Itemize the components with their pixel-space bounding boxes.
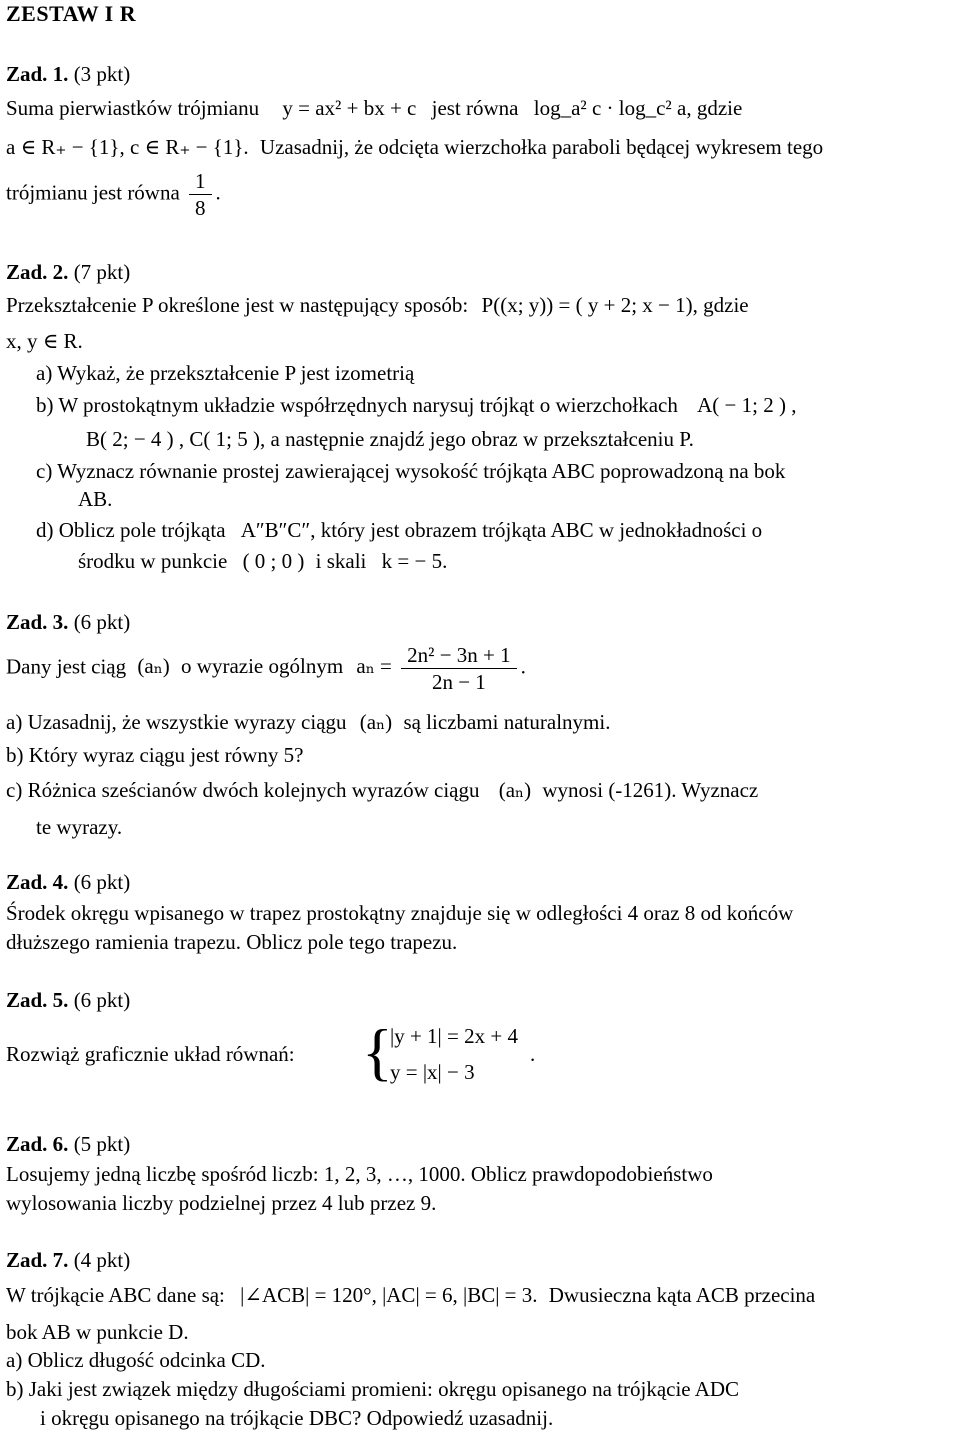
sequence-symbol-c: (aₙ) [498,778,532,802]
task-7-label: Zad. 7. [6,1248,69,1272]
task-1-points: (3 pkt) [73,62,131,86]
task-5-label: Zad. 5. [6,988,69,1012]
log-expression: log_a² c · log_c² a [533,96,687,120]
fraction-denominator: 8 [195,196,206,220]
scale-value: k = − 5. [381,549,448,573]
general-term-fraction [401,642,516,695]
task-7-part-b-line-2: i okręgu opisanego na trójkącie DBC? Odpowiedź uzasadnij. [40,1406,554,1430]
task-7-points: (4 pkt) [73,1248,131,1272]
task-3-end: . [520,654,526,679]
task-2-part-b-line-2 [86,425,694,453]
task-5-text: Rozwiąż graficznie układ równań: [6,1042,295,1066]
task-2-part-b-text: b) W prostokątnym układzie współrzędnych narysuj trójkąt o wierzchołkach [36,393,678,417]
task-2-line-1 [6,291,749,319]
task-3-part-a [6,708,610,736]
task-2-part-a: a) Wykaż, że przekształcenie P jest izometrią [36,361,415,385]
task-7-part-b-line-1: b) Jaki jest związek między długościami promieni: okręgu opisanego na trójkącie ADC [6,1377,740,1401]
task-6-label: Zad. 6. [6,1132,69,1156]
task-2-domain: x, y ∈ R. [6,329,83,353]
task-2-part-d-text: d) Oblicz pole trójkąta [36,518,226,542]
task-7-header [6,1246,130,1274]
transformation-formula: P((x; y)) = ( y + 2; x − 1) [481,293,693,317]
task-1-line-1 [6,94,956,122]
task-4-line-2: dłuższego ramienia trapezu. Oblicz pole tego trapezu. [6,930,458,954]
fraction-one-eighth [189,168,212,221]
task-1-line-3 [6,168,221,221]
task-1-text-d: Uzasadnij, że odcięta wierzchołka paraboli będącej wykresem tego [259,135,824,159]
task-3-line-1 [6,642,526,695]
task-3-text-b: o wyrazie ogólnym [181,654,344,679]
fraction-numerator: 1 [189,168,212,195]
domain-condition: a ∈ R₊ − {1}, c ∈ R₊ − {1}. [6,135,249,159]
triangle-data: |∠ACB| = 120°, |AC| = 6, |BC| = 3. [240,1283,538,1307]
task-2-points: (7 pkt) [73,260,131,284]
task-1-text-a: Suma pierwiastków trójmianu [6,96,260,120]
task-2-text-a: Przekształcenie P określone jest w następujący sposób: [6,293,469,317]
sequence-symbol-a: (aₙ) [359,710,393,734]
task-3-points: (6 pkt) [73,610,131,634]
task-2-part-d-line-1 [36,516,762,544]
points-b-c: B( 2; − 4 ) , C( 1; 5 ) [86,427,260,451]
task-4-points: (6 pkt) [73,870,131,894]
page-title: ZESTAW I R [6,1,137,26]
task-6-header [6,1130,130,1158]
task-2-part-c-line-2: AB. [78,487,113,511]
general-term-denominator: 2n − 1 [431,670,486,694]
task-1-text-c: , gdzie [686,96,743,120]
task-2-part-d-line-2 [78,547,447,575]
task-2-label: Zad. 2. [6,260,69,284]
task-3-part-c-line-1 [6,776,956,804]
equation-1: |y + 1| = 2x + 4 [390,1024,518,1048]
task-7-part-a: a) Oblicz długość odcinka CD. [6,1348,266,1372]
task-6-line-2: wylosowania liczby podzielnej przez 4 lub przez 9. [6,1191,437,1215]
system-brace: { [362,1016,393,1087]
task-3-part-c-line-2: te wyrazy. [36,815,123,839]
general-term-lhs: aₙ = [356,654,392,679]
task-3-part-a-end: są liczbami naturalnymi. [403,710,611,734]
center-point: ( 0 ; 0 ) [242,549,305,573]
task-1-text-e: trójmianu jest równa [6,180,180,205]
task-7-text-b: Dwusieczna kąta ACB przecina [548,1283,816,1307]
task-3-part-a-text: a) Uzasadnij, że wszystkie wyrazy ciągu [6,710,347,734]
task-3-header [6,608,130,636]
task-3-text-a: Dany jest ciąg [6,654,127,679]
equation-2: y = |x| − 3 [390,1060,475,1084]
task-4-header [6,868,130,896]
task-2-part-d-text-2: środku w punkcie [78,549,228,573]
task-5-points: (6 pkt) [73,988,131,1012]
task-1-end: . [215,180,221,205]
sequence-symbol: (aₙ) [137,654,170,679]
task-7-line-2: bok AB w punkcie D. [6,1320,189,1344]
task-2-part-c-line-1: c) Wyznacz równanie prostej zawierającej wysokość trójkąta ABC poprowadzoną na bok [36,459,786,483]
task-1-line-2 [6,133,823,161]
task-3-part-b: b) Który wyraz ciągu jest równy 5? [6,743,304,767]
task-3-part-c-end: wynosi (-1261). Wyznacz [542,778,759,802]
task-2-header [6,258,130,286]
task-6-line-1: Losujemy jedną liczbę spośród liczb: 1, 2, 3, …, 1000. Oblicz prawdopodobieństwo [6,1162,713,1186]
task-7-text-a: W trójkącie ABC dane są: [6,1283,225,1307]
trinomial-formula: y = ax² + bx + c [282,96,417,120]
task-3-label: Zad. 3. [6,610,69,634]
task-2-part-b-line-1 [36,391,956,419]
point-a: A( − 1; 2 ) , [697,393,797,417]
task-2-text-b: , gdzie [692,293,749,317]
task-1-header [6,60,130,88]
triangle-image: A″B″C″ [240,518,311,542]
task-2-scale-text: i skali [315,549,367,573]
task-4-label: Zad. 4. [6,870,69,894]
task-5-end: . [530,1042,536,1066]
task-1-text-b: jest równa [431,96,519,120]
task-2-part-d-rest: , który jest obrazem trójkąta ABC w jednokładności o [310,518,763,542]
task-7-line-1 [6,1281,815,1309]
general-term-numerator: 2n² − 3n + 1 [401,642,516,669]
task-4-line-1: Środek okręgu wpisanego w trapez prostokątny znajduje się w odległości 4 oraz 8 od końców [6,901,794,925]
task-1-label: Zad. 1. [6,62,69,86]
task-5-header [6,986,130,1014]
task-6-points: (5 pkt) [73,1132,131,1156]
task-2-part-b-text-2: , a następnie znajdź jego obraz w przekształceniu P. [260,427,694,451]
task-3-part-c-text: c) Różnica sześcianów dwóch kolejnych wyrazów ciągu [6,778,480,802]
